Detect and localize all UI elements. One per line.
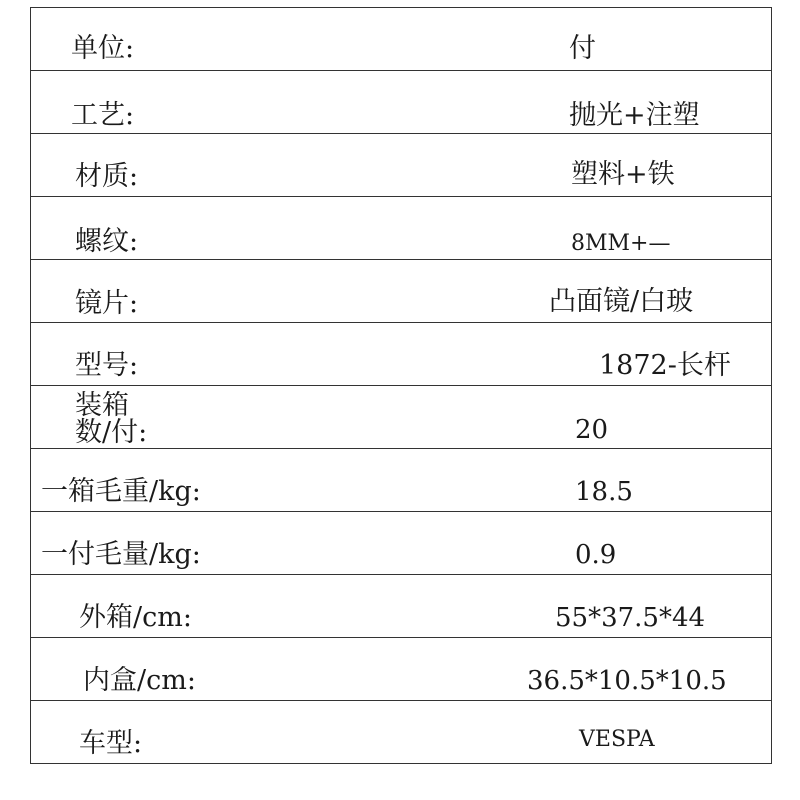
row-thread [31,197,771,260]
value-material: 塑料+铁 [571,159,675,190]
value-lens: 凸面镜/白玻 [549,286,694,317]
label-inner-box: 内盒/cm: [83,665,196,696]
label-pack-qty-line2: 数/付: [75,417,148,448]
value-thread: 8MM+— [571,231,671,256]
row-box-gross-weight [31,449,771,512]
value-box-gross-weight: 18.5 [575,477,633,507]
value-inner-box: 36.5*10.5*10.5 [527,666,727,696]
label-outer-box: 外箱/cm: [79,602,192,633]
row-pair-gross-weight [31,512,771,575]
row-inner-box [31,638,771,701]
value-pair-gross-weight: 0.9 [575,540,617,570]
label-pack-qty-line1: 装箱 [75,390,129,421]
label-material: 材质: [75,161,139,192]
row-lens [31,260,771,323]
value-unit: 付 [569,33,596,64]
row-vehicle-model [31,701,771,764]
row-unit [31,8,771,71]
label-model: 型号: [75,350,139,381]
row-model [31,323,771,386]
label-unit: 单位: [71,33,135,64]
row-pack-qty [31,386,771,449]
label-vehicle-model: 车型: [79,728,143,759]
value-vehicle-model: VESPA [579,727,655,752]
value-outer-box: 55*37.5*44 [555,603,706,633]
row-process [31,71,771,134]
label-thread: 螺纹: [75,226,139,257]
label-process: 工艺: [71,100,135,131]
value-process: 抛光+注塑 [569,100,700,131]
row-material [31,134,771,197]
label-pair-gross-weight: 一付毛量/kg: [41,539,201,570]
label-lens: 镜片: [75,288,139,319]
label-box-gross-weight: 一箱毛重/kg: [41,476,201,507]
value-model: 1872-长杆 [599,350,731,381]
value-pack-qty: 20 [575,415,609,445]
spec-table [30,7,772,764]
row-outer-box [31,575,771,638]
